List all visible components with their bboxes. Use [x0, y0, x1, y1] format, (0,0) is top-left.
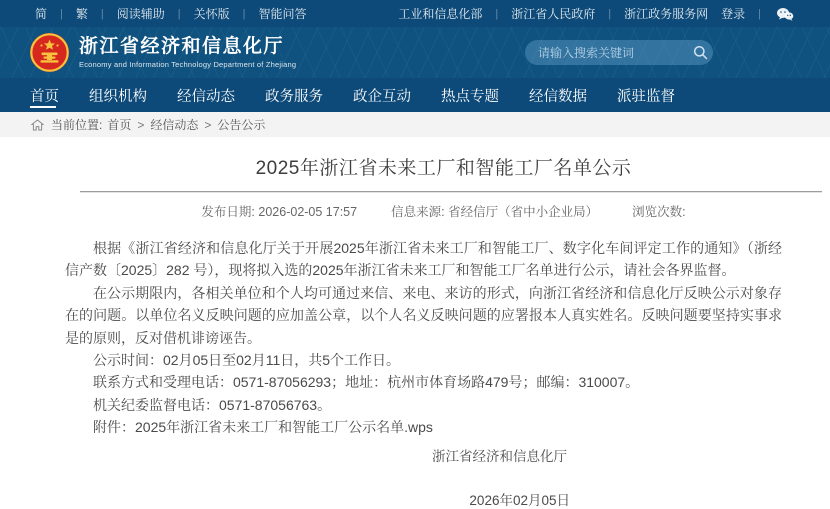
search-input[interactable]	[538, 46, 693, 60]
site-title: 浙江省经济和信息化厅	[79, 36, 285, 57]
nav-item-gov-services[interactable]: 政务服务	[265, 88, 323, 105]
topbar-link-care-version[interactable]: 关怀版	[193, 7, 230, 21]
article	[65, 153, 822, 509]
primary-nav	[0, 78, 830, 112]
paragraph: 机关纪委监督电话：0571-87056763。	[93, 396, 332, 413]
topbar-link-zj-gov[interactable]: 浙江省人民政府	[511, 7, 596, 21]
divider: |	[177, 7, 181, 20]
topbar-link-zj-service-net[interactable]: 浙江政务服务网	[624, 7, 709, 21]
login-link[interactable]: 登录	[721, 7, 746, 21]
title-divider	[80, 191, 822, 193]
info-source	[391, 202, 598, 220]
breadcrumb-separator: >	[137, 117, 145, 132]
publish-date	[201, 202, 357, 220]
home-icon	[31, 119, 44, 131]
publish-date-value: 2026-02-05 17:57	[258, 205, 358, 219]
paragraph: 联系方式和受理电话：0571-87056293；地址：杭州市体育场路479号；邮编：310007。	[93, 374, 640, 391]
divider: |	[495, 7, 499, 20]
nav-item-supervision[interactable]: 派驻监督	[617, 88, 675, 105]
divider: |	[60, 7, 63, 20]
info-source-value: 省经信厅（省中小企业局）	[448, 205, 599, 219]
breadcrumb-home[interactable]: 首页	[107, 118, 132, 132]
topbar-right-links	[398, 5, 794, 22]
topbar-left-links	[35, 5, 307, 22]
article-meta	[65, 202, 822, 220]
signature: 浙江省经济和信息化厅	[432, 448, 567, 464]
paragraph: 根据《浙江省经济和信息化厅关于开展2025年浙江省未来工厂和智能工厂、数字化车间评定工作的通知》（浙经信产数〔2025〕282 号），现将拟入选的2025年浙江省未来工厂和智能工厂名单进行公示，请社会各界监督。	[65, 240, 782, 279]
site-subtitle: Economy and Information Technology Department of Zhejiang	[79, 60, 297, 69]
search-box	[525, 40, 713, 65]
topbar-link-miit[interactable]: 工业和信息化部	[398, 7, 483, 21]
info-source-label: 信息来源:	[391, 205, 445, 219]
national-emblem-logo[interactable]	[29, 32, 70, 73]
breadcrumb-separator: >	[204, 117, 212, 132]
site-identity	[79, 36, 296, 69]
nav-item-hot-topics[interactable]: 热点专题	[441, 88, 499, 105]
nav-item-home[interactable]: 首页	[30, 78, 74, 112]
view-count	[632, 202, 685, 220]
breadcrumb	[0, 112, 830, 137]
divider: |	[758, 7, 761, 20]
paragraph: 在公示期限内，各相关单位和个人均可通过来信、来电、来访的形式，向浙江省经济和信息化厅反映公示对象存在的问题。以单位名义反映问题的应加盖公章，以个人名义反映问题的应署报本人真实姓名。反映问题要坚持实事求是的原则，反对借机诽谤诬告。	[65, 284, 782, 346]
search-icon[interactable]	[693, 45, 708, 60]
topbar-link-reading-aid[interactable]: 阅读辅助	[116, 7, 165, 21]
divider: |	[608, 7, 612, 20]
topbar-link-simplified[interactable]: 简	[35, 7, 48, 21]
nav-item-interaction[interactable]: 政企互动	[353, 88, 411, 105]
site-header	[0, 27, 830, 78]
nav-item-data[interactable]: 经信数据	[529, 88, 587, 105]
publish-date-label: 发布日期:	[201, 205, 255, 219]
breadcrumb-prefix: 当前位置:	[51, 118, 103, 132]
nav-item-organization[interactable]: 组织机构	[89, 88, 147, 105]
wechat-icon[interactable]	[776, 7, 794, 21]
page-title: 2025年浙江省未来工厂和智能工厂名单公示	[255, 158, 632, 179]
signature-date: 2026年02月05日	[469, 492, 570, 508]
breadcrumb-announcements[interactable]: 公告公示	[217, 118, 266, 132]
view-count-label: 浏览次数:	[632, 205, 686, 219]
attachment-line[interactable]: 附件：2025年浙江省未来工厂和智能工厂公示名单.wps	[93, 419, 433, 436]
divider: |	[100, 7, 104, 20]
divider: |	[242, 7, 246, 20]
breadcrumb-news[interactable]: 经信动态	[150, 118, 199, 132]
article-body	[65, 237, 782, 439]
topbar-link-traditional[interactable]: 繁	[75, 7, 88, 21]
paragraph: 公示时间：02月05日至02月11日，共5个工作日。	[93, 352, 401, 369]
top-utility-bar	[0, 0, 830, 27]
nav-item-news[interactable]: 经信动态	[177, 88, 235, 105]
topbar-link-smart-qa[interactable]: 智能问答	[258, 7, 307, 21]
